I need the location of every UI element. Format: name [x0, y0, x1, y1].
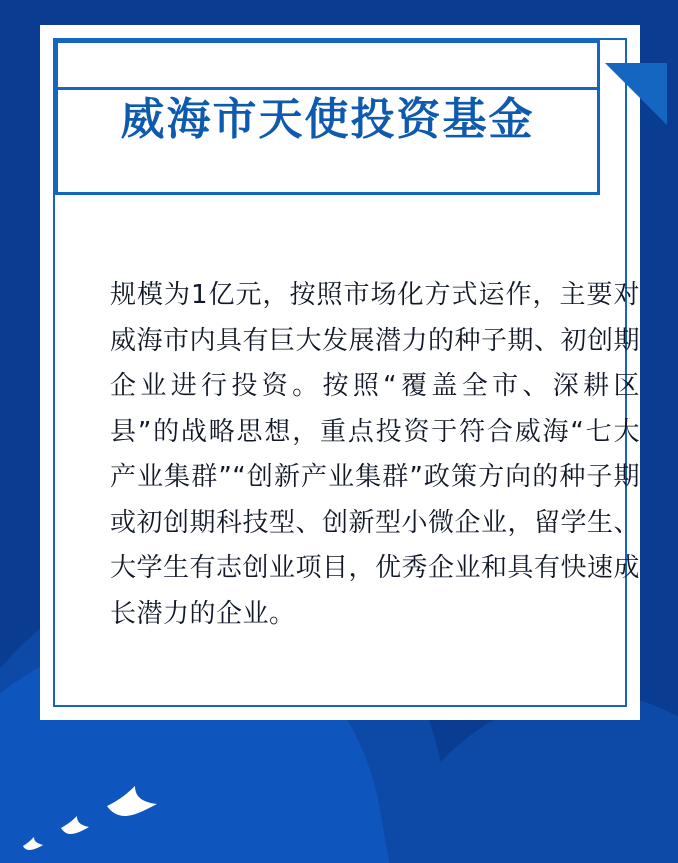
content-card — [40, 25, 640, 720]
body-paragraph: 规模为1亿元，按照市场化方式运作，主要对威海市内具有巨大发展潜力的种子期、初创期企业进行投资。按照“覆盖全市、深耕区县”的战略思想，重点投资于符合威海“七大产业集群”“创新产业集群”政策方向的种子期或初创期科技型、创新型小微企业，留学生、大学生有志创业项目，优秀企业和具有快速成长潜力的企业。 — [110, 280, 641, 629]
page-title: 威海市天使投资基金 — [120, 94, 535, 145]
background-top-strip — [0, 0, 678, 26]
bird-icon — [22, 836, 44, 851]
corner-triangle-icon — [605, 63, 667, 125]
title-header-box — [55, 40, 600, 195]
bird-icon — [60, 815, 90, 835]
header-divider — [58, 87, 597, 90]
bird-icon — [105, 784, 159, 818]
